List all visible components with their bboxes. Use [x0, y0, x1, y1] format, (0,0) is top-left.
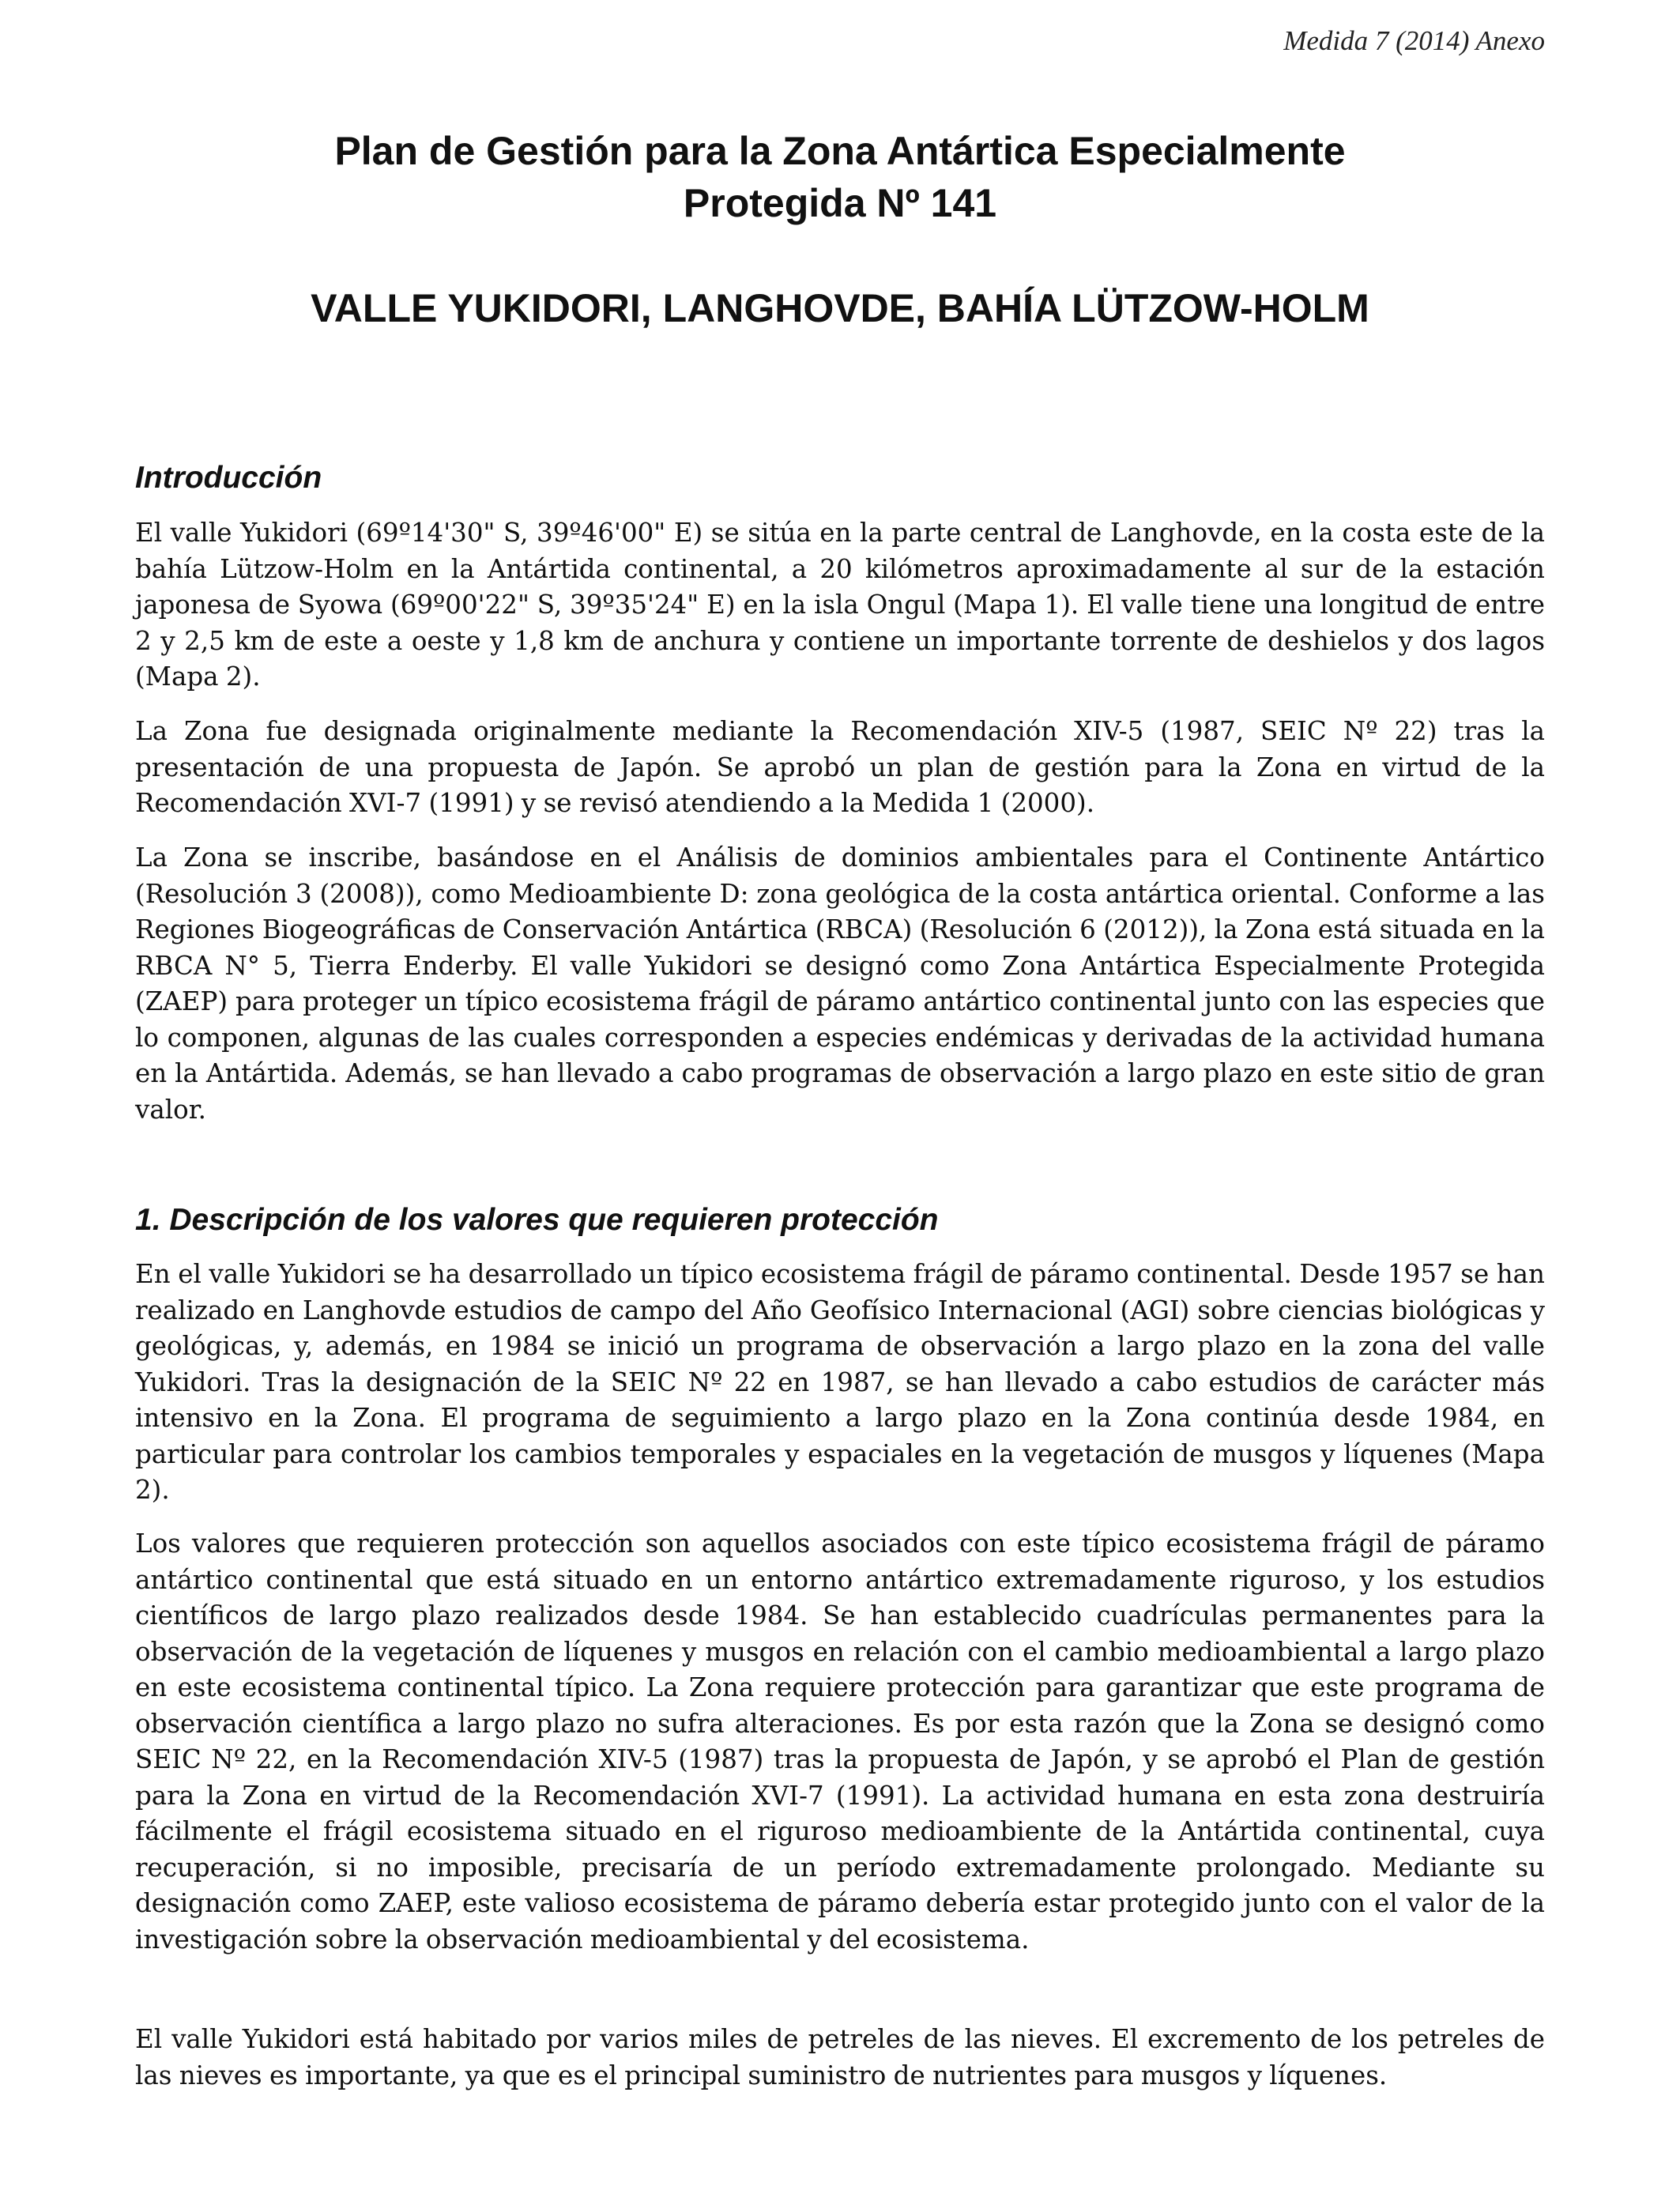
document-subtitle: VALLE YUKIDORI, LANGHOVDE, BAHÍA LÜTZOW-HOLM	[311, 286, 1369, 330]
document-title-line-1: Plan de Gestión para la Zona Antártica Especialmente	[334, 129, 1346, 173]
running-header: Medida 7 (2014) Anexo	[1283, 25, 1545, 56]
document-title-line-2: Protegida Nº 141	[683, 181, 997, 225]
section-1-paragraph-1: En el valle Yukidori se ha desarrollado un típico ecosistema frágil de páramo continental. Desde 1957 se han realizado en Langhovde estudios de campo del Año Geofísico Internacional (AGI) sobre ciencias biológicas y geológicas, y, además, en 1984 se inició un programa de observación a largo plazo en la zona del valle Yukidori. Tras la designación de la SEIC Nº 22 en 1987, se han llevado a cabo estudios de carácter más intensivo en la Zona. El programa de seguimiento a largo plazo en la Zona continúa desde 1984, en particular para controlar los cambios temporales y espaciales en la vegetación de musgos y líquenes (Mapa 2).	[135, 1259, 1545, 1505]
section-1-paragraph-2: Los valores que requieren protección son aquellos asociados con este típico ecosistema frágil de páramo antártico continental que está situado en un entorno antártico extremadamente riguroso, y los estudios científicos de largo plazo realizados desde 1984. Se han establecido cuadrículas permanentes para la observación de la vegetación de líquenes y musgos en relación con el cambio medioambiental a largo plazo en este ecosistema continental típico. La Zona requiere protección para garantizar que este programa de observación científica a largo plazo no sufra alteraciones. Es por esta razón que la Zona se designó como SEIC Nº 22, en la Recomendación XIV-5 (1987) tras la propuesta de Japón, y se aprobó el Plan de gestión para la Zona en virtud de la Recomendación XVI-7 (1991). La actividad humana en esta zona destruiría fácilmente el frágil ecosistema situado en el riguroso medioambiente de la Antártida continental, cuya recuperación, si no imposible, precisaría de un período extremadamente prolongado. Mediante su designación como ZAEP, este valioso ecosistema de páramo debería estar protegido junto con el valor de la investigación sobre la observación medioambiental y del ecosistema.	[135, 1529, 1545, 1955]
introduction-paragraph-3: La Zona se inscribe, basándose en el Análisis de dominios ambientales para el Continente Antártico (Resolución 3 (2008)), como Medioambiente D: zona geológica de la costa antártica oriental. Conforme a las Regiones Biogeográficas de Conservación Antártica (RBCA) (Resolución 6 (2012)), la Zona está situada en la RBCA N° 5, Tierra Enderby. El valle Yukidori se designó como Zona Antártica Especialmente Protegida (ZAEP) para proteger un típico ecosistema frágil de páramo antártico continental junto con las especies que lo componen, algunas de las cuales corresponden a especies endémicas y derivadas de la actividad humana en la Antártida. Además, se han llevado a cabo programas de observación a largo plazo en este sitio de gran valor.	[135, 843, 1545, 1125]
introduction-heading: Introducción	[135, 461, 322, 495]
document-title	[135, 125, 1545, 229]
introduction-paragraph-2: La Zona fue designada originalmente mediante la Recomendación XIV-5 (1987, SEIC Nº 22) tras la presentación de una propuesta de Japón. Se aprobó un plan de gestión para la Zona en virtud de la Recomendación XVI-7 (1991) y se revisó atendiendo a la Medida 1 (2000).	[135, 716, 1545, 818]
section-1-heading: 1. Descripción de los valores que requieren protección	[135, 1203, 939, 1237]
section-1-paragraph-3: El valle Yukidori está habitado por varios miles de petreles de las nieves. El excremento de los petreles de las nieves es importante, ya que es el principal suministro de nutrientes para musgos y líquenes.	[135, 2024, 1545, 2090]
introduction-paragraph-1: El valle Yukidori (69º14'30" S, 39º46'00" E) se sitúa en la parte central de Langhovde, en la costa este de la bahía Lützow-Holm en la Antártida continental, a 20 kilómetros aproximadamente al sur de la estación japonesa de Syowa (69º00'22" S, 39º35'24" E) en la isla Ongul (Mapa 1). El valle tiene una longitud de entre 2 y 2,5 km de este a oeste y 1,8 km de anchura y contiene un importante torrente de deshielos y dos lagos (Mapa 2).	[135, 518, 1545, 692]
